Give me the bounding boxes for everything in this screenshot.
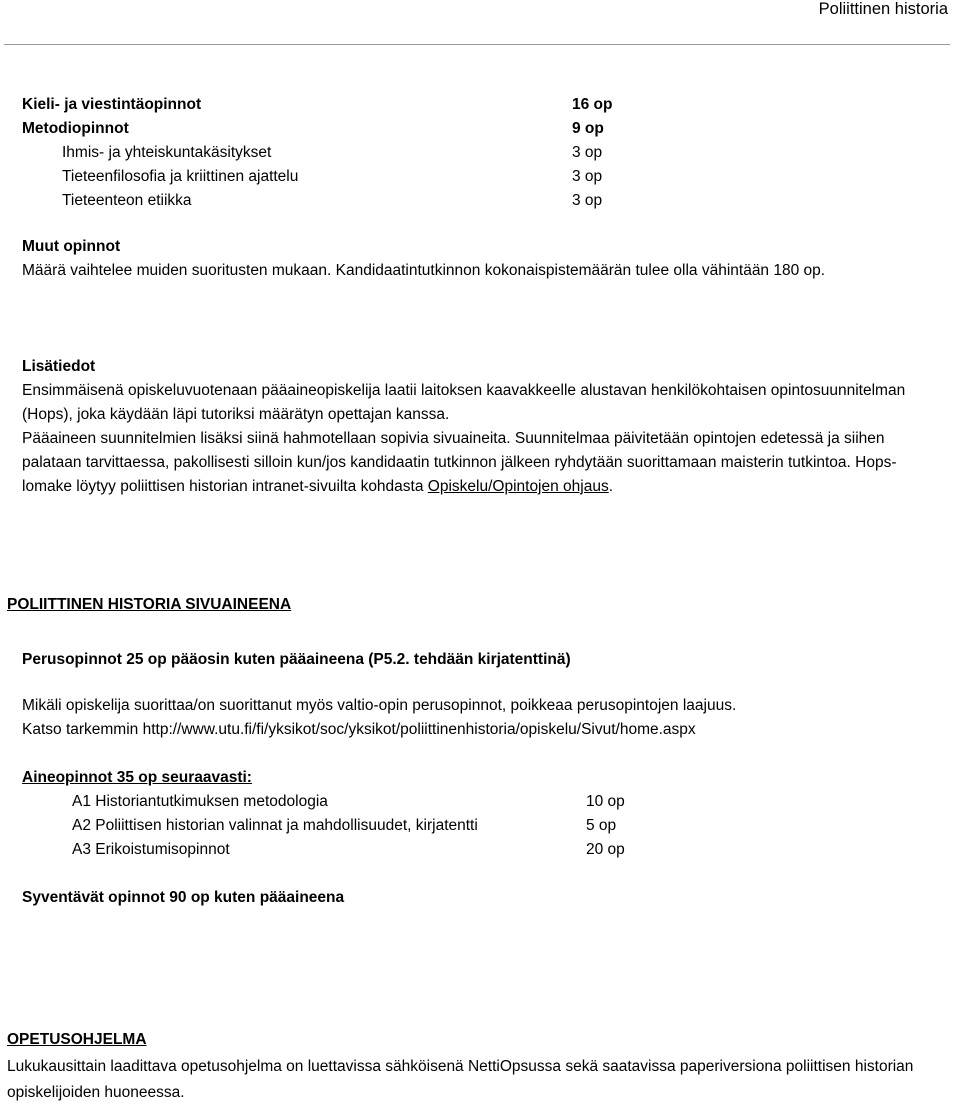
lisatiedot-paragraph-2 bbox=[22, 427, 942, 499]
aine-row-value-a1: 10 op bbox=[586, 793, 625, 810]
lisatiedot-paragraph-1: Ensimmäisenä opiskeluvuotenaan pääaineopiskelija laatii laitoksen kaavakkeelle alustavan henkilökohtaisen opintosuunnitelman (Hops), joka käydään läpi tutoriksi määrätyn opettajan kanssa. bbox=[22, 382, 906, 423]
aine-row-label-a2: A2 Poliittisen historian valinnat ja mahdollisuudet, kirjatentti bbox=[72, 817, 478, 834]
row-label-tieteenfilosofia: Tieteenfilosofia ja kriittinen ajattelu bbox=[62, 168, 299, 185]
row-label-ihmis: Ihmis- ja yhteiskuntakäsitykset bbox=[62, 144, 272, 161]
lisatiedot-heading: Lisätiedot bbox=[22, 358, 96, 375]
row-value-ihmis: 3 op bbox=[572, 144, 603, 161]
row-value-tieteenfilosofia: 3 op bbox=[572, 168, 603, 185]
header-divider bbox=[4, 44, 950, 45]
aineopinnot-heading: Aineopinnot 35 op seuraavasti: bbox=[22, 769, 252, 786]
muut-text: Määrä vaihtelee muiden suoritusten mukaan. Kandidaatintutkinnon kokonaispistemäärän tulee olla vähintään 180 op. bbox=[22, 262, 826, 279]
row-value-kieli: 16 op bbox=[572, 96, 613, 113]
sivuaine-heading: POLIITTINEN HISTORIA SIVUAINEENA bbox=[7, 596, 292, 613]
opetusohjelma-text: Lukukausittain laadittava opetusohjelma on luettavissa sähköisenä NettiOpsussa sekä saatavissa paperiversiona poliittisen historian opiskelijoiden huoneessa. bbox=[7, 1058, 914, 1101]
page-header-title: Poliittinen historia bbox=[818, 0, 948, 18]
syventavat-heading: Syventävät opinnot 90 op kuten pääaineena bbox=[22, 889, 345, 906]
row-value-etiikka: 3 op bbox=[572, 192, 603, 209]
row-label-metodi: Metodiopinnot bbox=[22, 120, 129, 137]
aine-row-label-a3: A3 Erikoistumisopinnot bbox=[72, 841, 230, 858]
aine-row-value-a3: 20 op bbox=[586, 841, 625, 858]
perusopinnot-heading: Perusopinnot 25 op pääosin kuten pääaineena (P5.2. tehdään kirjatenttinä) bbox=[22, 651, 571, 668]
lisatiedot-paragraph-2-end: . bbox=[608, 478, 614, 495]
row-label-etiikka: Tieteenteon etiikka bbox=[62, 192, 192, 209]
perusopinnot-link-line: Katso tarkemmin http://www.utu.fi/fi/yksikot/soc/yksikot/poliittinenhistoria/opiskelu/Sivut/home.aspx bbox=[22, 721, 696, 738]
opetusohjelma-heading: OPETUSOHJELMA bbox=[7, 1031, 147, 1048]
muut-heading: Muut opinnot bbox=[22, 238, 121, 255]
perusopinnot-note: Mikäli opiskelija suorittaa/on suorittanut myös valtio-opin perusopinnot, poikkeaa perusopintojen laajuus. bbox=[22, 697, 737, 714]
aine-row-value-a2: 5 op bbox=[586, 817, 617, 834]
row-value-metodi: 9 op bbox=[572, 120, 604, 137]
lisatiedot-paragraph-2-text: Pääaineen suunnitelmien lisäksi siinä hahmotellaan sopivia sivuaineita. Suunnitelmaa päivitetään opintojen edetessä ja siihen palataan tarvittaessa, pakollisesti silloin kun/jos kandidaatin tutkinnon jälkeen ryhdytään suorittamaan maisterin tutkintoa. Hops-lomake löytyy poliittisen historian intranet-sivuilta kohdasta bbox=[22, 430, 897, 495]
opintojen-ohjaus-link[interactable]: Opiskelu/Opintojen ohjaus bbox=[427, 478, 609, 495]
row-label-kieli: Kieli- ja viestintäopinnot bbox=[22, 96, 202, 113]
aine-row-label-a1: A1 Historiantutkimuksen metodologia bbox=[72, 793, 328, 810]
